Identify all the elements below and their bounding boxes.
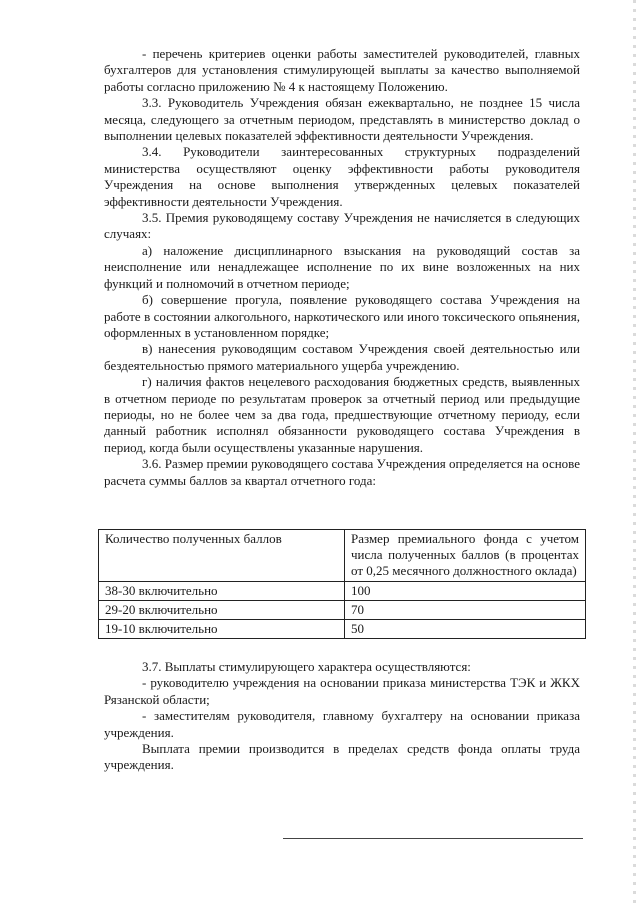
table-header-row	[99, 530, 586, 582]
table-cell-points: 38-30 включительно	[99, 581, 345, 600]
paragraph-3-5-b: б) совершение прогула, появление руководящего состава Учреждения на работе в состоянии алкогольного, наркотического или иного токсического опьянения, оформленных в установленном порядке;	[104, 292, 580, 340]
table-row	[99, 600, 586, 619]
body-text-bottom	[104, 659, 580, 774]
paragraph-3-7-head: - руководителю учреждения на основании приказа министерства ТЭК и ЖКХ Рязанской области;	[104, 675, 580, 707]
scan-edge-artifact	[633, 0, 636, 905]
paragraph-3-5-a: а) наложение дисциплинарного взыскания на руководящий состав за неисполнение или ненадлежащее исполнение по их вине возложенных на них функций и полномочий в отчетном периоде;	[104, 242, 580, 291]
table-cell-percent: 100	[345, 581, 586, 600]
table-cell-percent: 50	[345, 620, 586, 639]
table-header-percent: Размер премиального фонда с учетом числа полученных баллов (в процентах от 0,25 месячного должностного оклада)	[345, 530, 586, 582]
table-header-points: Количество полученных баллов	[99, 530, 345, 582]
table-cell-percent: 70	[345, 600, 586, 619]
paragraph-3-4: 3.4. Руководители заинтересованных структурных подразделений министерства осуществляют оценку эффективности работы руководителя Учреждения на основе выполнения утвержденных целевых показателей эффективности деятельности Учреждения.	[104, 144, 580, 209]
body-text-top	[104, 46, 580, 489]
paragraph-3-5-g: г) наличия фактов нецелевого расходования бюджетных средств, выявленных в отчетном периоде по результатам проверок за отчетный период или предыдущие периоды, но не более чем за два года, предшествующие отчетному периоду, если данный работник исполнял обязанности руководящего состава Учреждения в период, когда были осуществлены указанные нарушения.	[104, 374, 580, 455]
paragraph-3-5: 3.5. Премия руководящему составу Учреждения не начисляется в следующих случаях:	[104, 210, 580, 242]
paragraph-criteria-list: - перечень критериев оценки работы заместителей руководителей, главных бухгалтеров для установления стимулирующей выплаты за качество выполняемой работы согласно приложению № 4 к настоящему Положению.	[104, 46, 580, 94]
paragraph-3-5-v: в) нанесения руководящим составом Учреждения своей деятельностью или бездеятельностью прямого материального ущерба учреждению.	[104, 341, 580, 373]
table-row	[99, 620, 586, 639]
table-cell-points: 19-10 включительно	[99, 620, 345, 639]
paragraph-bonus-limit: Выплата премии производится в пределах средств фонда оплаты труда учреждения.	[104, 741, 580, 773]
bonus-table	[98, 529, 586, 639]
table-cell-points: 29-20 включительно	[99, 600, 345, 619]
table-row	[99, 581, 586, 600]
paragraph-3-6: 3.6. Размер премии руководящего состава Учреждения определяется на основе расчета суммы баллов за квартал отчетного года:	[104, 456, 580, 488]
footer-rule	[283, 838, 583, 839]
paragraph-3-7: 3.7. Выплаты стимулирующего характера осуществляются:	[142, 659, 471, 674]
paragraph-3-3: 3.3. Руководитель Учреждения обязан ежеквартально, не позднее 15 числа месяца, следующего за отчетным периодом, представлять в министерство доклад о выполнении целевых показателей эффективности деятельности Учреждения.	[104, 95, 580, 144]
paragraph-3-7-deputies: - заместителям руководителя, главному бухгалтеру на основании приказа учреждения.	[104, 708, 580, 740]
